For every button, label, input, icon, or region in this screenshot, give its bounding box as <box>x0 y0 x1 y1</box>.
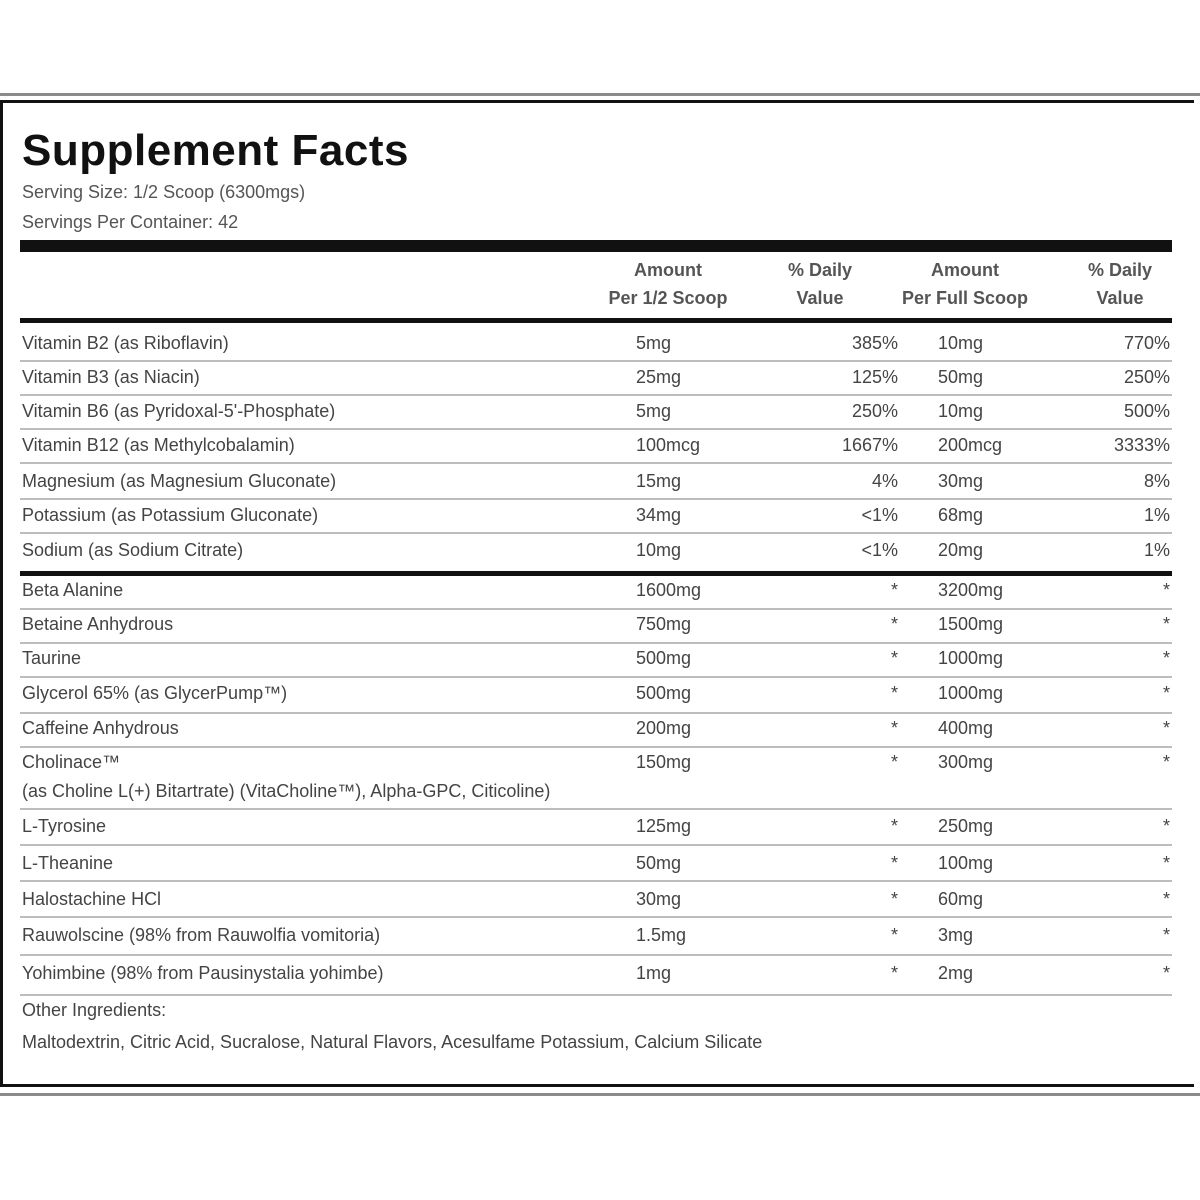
amount-half: 5mg <box>636 401 672 421</box>
row-divider <box>20 994 1172 996</box>
dv-full: 500% <box>1123 401 1170 421</box>
nutrient-name: Vitamin B12 (as Methylcobalamin) <box>22 435 295 455</box>
nutrient-name: Vitamin B6 (as Pyridoxal-5'-Phosphate) <box>22 401 336 421</box>
header-amount-full-line2: Per Full Scoop <box>901 288 1029 308</box>
nutrient-name: Vitamin B3 (as Niacin) <box>22 367 200 387</box>
header-dv-half-line1: % Daily <box>787 260 853 280</box>
ingredient-name: Caffeine Anhydrous <box>22 718 179 738</box>
amount-full: 200mcg <box>938 435 1003 455</box>
dv-full: * <box>1162 614 1170 634</box>
serving-size: Serving Size: 1/2 Scoop (6300mgs) <box>22 182 306 202</box>
table-row <box>20 678 1172 714</box>
ingredient-name: Yohimbine (98% from Pausinystalia yohimbe) <box>22 963 384 983</box>
nutrient-name: Potassium (as Potassium Gluconate) <box>22 505 319 525</box>
amount-half: 50mg <box>636 853 682 873</box>
ingredient-name: Glycerol 65% (as GlycerPump™) <box>22 683 288 703</box>
dv-half: * <box>890 648 898 668</box>
dv-full: * <box>1162 648 1170 668</box>
other-ingredients-list: Maltodextrin, Citric Acid, Sucralose, Natural Flavors, Acesulfame Potassium, Calcium Silicate <box>22 1032 763 1052</box>
amount-full: 1500mg <box>938 614 1004 634</box>
header-bottom-rule <box>20 318 1172 323</box>
dv-half: * <box>890 889 898 909</box>
dv-full: 1% <box>1143 505 1170 525</box>
amount-half: 1mg <box>636 963 672 983</box>
table-row <box>20 956 1172 996</box>
dv-full: * <box>1162 889 1170 909</box>
amount-full: 250mg <box>938 816 994 836</box>
nutrient-name: Magnesium (as Magnesium Gluconate) <box>22 471 337 491</box>
header-amount-full-line1: Amount <box>931 260 999 280</box>
amount-full: 400mg <box>938 718 994 738</box>
ingredient-name: Rauwolscine (98% from Rauwolfia vomitoria) <box>22 925 381 945</box>
table-row <box>20 534 1172 570</box>
amount-half: 15mg <box>636 471 682 491</box>
other-ingredients-label: Other Ingredients: <box>22 1000 167 1020</box>
dv-full: * <box>1162 580 1170 600</box>
top-outer-rule <box>0 93 1200 96</box>
amount-full: 20mg <box>938 540 984 560</box>
ingredient-name: L-Theanine <box>22 853 114 873</box>
dv-full: * <box>1162 752 1170 772</box>
amount-full: 68mg <box>938 505 984 525</box>
dv-half: * <box>890 718 898 738</box>
amount-half: 500mg <box>636 683 692 703</box>
ingredient-name: Betaine Anhydrous <box>22 614 174 634</box>
header-amount-half <box>568 256 768 312</box>
dv-half: 250% <box>851 401 898 421</box>
header-dv-half-line2: Value <box>796 288 844 308</box>
header-amount-half-line2: Per 1/2 Scoop <box>608 288 728 308</box>
dv-half: 385% <box>851 333 898 353</box>
table-row <box>20 846 1172 882</box>
table-row <box>20 610 1172 644</box>
dv-half: 1667% <box>841 435 898 455</box>
dv-half: * <box>890 580 898 600</box>
amount-half: 1600mg <box>636 580 702 600</box>
table-row <box>20 644 1172 678</box>
amount-full: 1000mg <box>938 648 1004 668</box>
amount-full: 3mg <box>938 925 974 945</box>
header-dv-full-line1: % Daily <box>1087 260 1153 280</box>
dv-full: 250% <box>1123 367 1170 387</box>
dv-full: 8% <box>1143 471 1170 491</box>
dv-full: 1% <box>1143 540 1170 560</box>
bottom-outer-rule <box>0 1093 1200 1096</box>
amount-half: 25mg <box>636 367 682 387</box>
ingredient-sub-description: (as Choline L(+) Bitartrate) (VitaCholine™), Alpha-GPC, Citicoline) <box>22 781 551 801</box>
header-dv-half <box>770 256 870 312</box>
dv-full: * <box>1162 853 1170 873</box>
amount-full: 100mg <box>938 853 994 873</box>
amount-half: 34mg <box>636 505 682 525</box>
amount-half: 5mg <box>636 333 672 353</box>
header-dv-full-line2: Value <box>1096 288 1144 308</box>
dv-half: * <box>890 925 898 945</box>
table-row <box>20 882 1172 918</box>
dv-half: * <box>890 752 898 772</box>
amount-full: 300mg <box>938 752 994 772</box>
amount-half: 1.5mg <box>636 925 687 945</box>
dv-half: <1% <box>861 540 898 560</box>
ingredient-name: Beta Alanine <box>22 580 124 600</box>
amount-half: 10mg <box>636 540 682 560</box>
amount-full: 50mg <box>938 367 984 387</box>
dv-half: * <box>890 614 898 634</box>
amount-full: 3200mg <box>938 580 1004 600</box>
amount-full: 60mg <box>938 889 984 909</box>
amount-half: 500mg <box>636 648 692 668</box>
table-row <box>20 810 1172 846</box>
dv-half: <1% <box>861 505 898 525</box>
table-row <box>20 500 1172 534</box>
amount-half: 200mg <box>636 718 692 738</box>
dv-full: * <box>1162 925 1170 945</box>
dv-half: * <box>890 853 898 873</box>
amount-half: 150mg <box>636 752 692 772</box>
servings-per-container: Servings Per Container: 42 <box>22 212 239 232</box>
dv-full: 770% <box>1123 333 1170 353</box>
table-row <box>20 396 1172 430</box>
dv-full: * <box>1162 683 1170 703</box>
amount-full: 10mg <box>938 401 984 421</box>
table-row <box>20 430 1172 464</box>
table-row <box>20 748 1172 810</box>
nutrient-name: Sodium (as Sodium Citrate) <box>22 540 244 560</box>
dv-full: 3333% <box>1113 435 1170 455</box>
amount-full: 1000mg <box>938 683 1004 703</box>
dv-half: * <box>890 963 898 983</box>
header-amount-half-line1: Amount <box>634 260 702 280</box>
ingredient-name: Taurine <box>22 648 82 668</box>
nutrient-name: Vitamin B2 (as Riboflavin) <box>22 333 229 353</box>
header-amount-full <box>870 256 1060 312</box>
table-row <box>20 918 1172 956</box>
dv-full: * <box>1162 718 1170 738</box>
amount-full: 10mg <box>938 333 984 353</box>
header-top-rule <box>20 240 1172 252</box>
dv-half: 125% <box>851 367 898 387</box>
dv-half: * <box>890 816 898 836</box>
ingredient-name: Cholinace™ <box>22 752 121 772</box>
ingredient-name: L-Tyrosine <box>22 816 107 836</box>
amount-half: 750mg <box>636 614 692 634</box>
dv-half: 4% <box>871 471 898 491</box>
amount-full: 30mg <box>938 471 984 491</box>
table-row <box>20 714 1172 748</box>
dv-full: * <box>1162 963 1170 983</box>
dv-half: * <box>890 683 898 703</box>
amount-full: 2mg <box>938 963 974 983</box>
amount-half: 125mg <box>636 816 692 836</box>
dv-full: * <box>1162 816 1170 836</box>
amount-half: 30mg <box>636 889 682 909</box>
ingredient-name: Halostachine HCl <box>22 889 162 909</box>
panel-title: Supplement Facts <box>22 126 409 175</box>
table-row <box>20 576 1172 610</box>
amount-half: 100mcg <box>636 435 701 455</box>
header-dv-full <box>1070 256 1170 312</box>
table-row <box>20 362 1172 396</box>
table-row <box>20 326 1172 362</box>
table-row <box>20 464 1172 500</box>
